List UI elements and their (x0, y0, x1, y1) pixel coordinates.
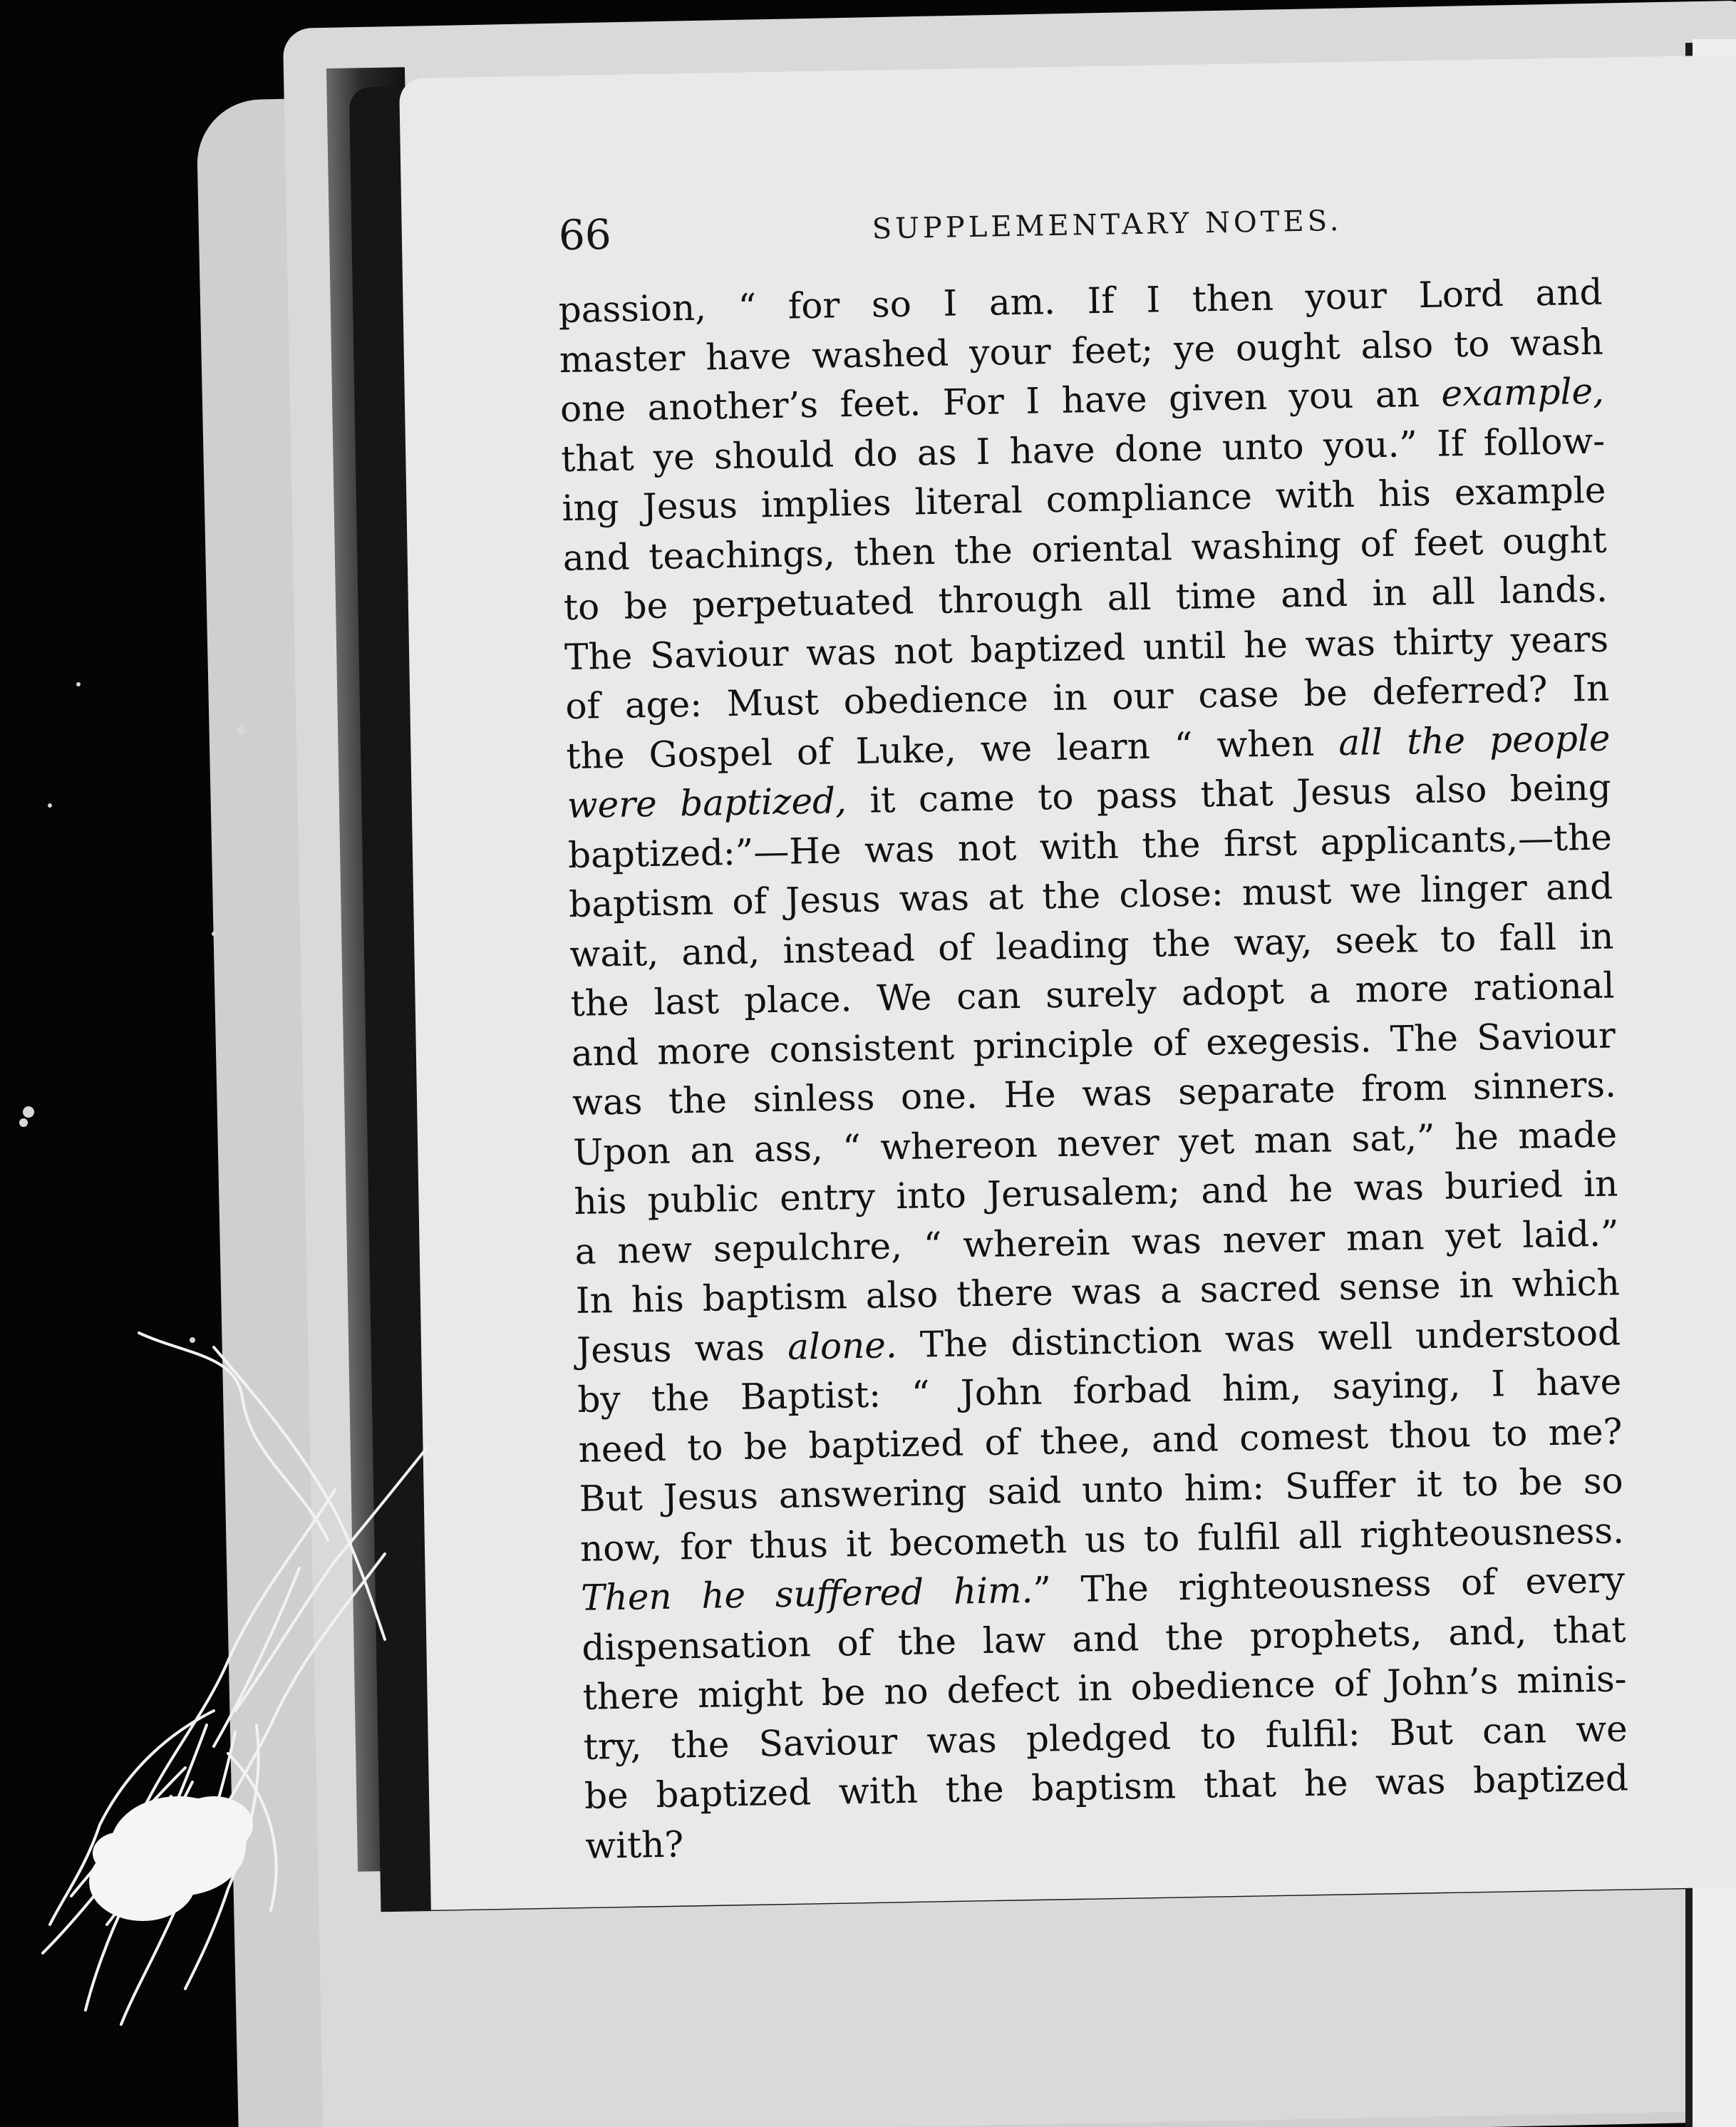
text-run: was the sinless one. He was separate from sinners. (572, 1064, 1617, 1123)
text-run: In his baptism also there was a sacred sense in which (575, 1262, 1621, 1322)
italic-text: Then he suffered him. (580, 1569, 1033, 1619)
text-run: try, the Saviour was pledged to fulfil: But can we (583, 1707, 1628, 1768)
text-run: passion, “ for so I am. If I then your Lord and (558, 271, 1603, 331)
text-run: But Jesus answering said unto him: Suffer it to be so (579, 1460, 1624, 1520)
text-run: to be perpetuated through all time and in all lands. (563, 568, 1608, 629)
text-run: and more consistent principle of exegesis. The Saviour (571, 1014, 1616, 1074)
italic-text: alone. (787, 1324, 898, 1368)
text-run: that ye should do as I have done unto you.” If follow- (560, 420, 1606, 480)
text-run: baptism of Jesus was at the close: must we linger and (568, 865, 1613, 926)
text-run: his public entry into Jerusalem; and he was buried in (574, 1163, 1618, 1222)
text-run: one another’s feet. For I have given you an (559, 373, 1442, 431)
text-run: ing Jesus implies literal compliance with his example (562, 469, 1606, 530)
text-run: now, for thus it becometh us to fulfil all righteousness. (579, 1509, 1625, 1570)
running-head: SUPPLEMENTARY NOTES. (872, 204, 1343, 246)
text-run: wait, and, instead of leading the way, seek to fall in (569, 915, 1614, 975)
text-run: it came to pass that Jesus also being (846, 766, 1612, 822)
text-run: The Saviour was not baptized until he was thirty years (564, 618, 1609, 678)
text-run: there might be no defect in obedience of John’s minis- (582, 1658, 1627, 1718)
text-run: the last place. We can surely adopt a more rational (570, 964, 1615, 1024)
italic-text: all the people (1338, 716, 1611, 763)
page-number: 66 (558, 210, 612, 260)
text-run: master have washed your feet; ye ought also to wash (559, 321, 1604, 381)
text-run: of age: Must obedience in our case be deferred? In (564, 667, 1610, 728)
text-run: dispensation of the law and the prophets, and, that (581, 1608, 1626, 1669)
text-run: Upon an ass, “ whereon never yet man sat,” he made (572, 1113, 1618, 1173)
text-run: The distinction was well understood (897, 1311, 1621, 1366)
text-run: by the Baptist: “ John forbad him, saying, I have (577, 1361, 1622, 1421)
text-run: be baptized with the baptism that he was baptized (584, 1757, 1629, 1817)
text-run: with? (584, 1823, 684, 1867)
italic-text: example, (1440, 370, 1605, 415)
text-run: and teachings, then the oriental washing of feet ought (562, 519, 1608, 579)
text-run: need to be baptized of thee, and comest thou to me? (578, 1410, 1623, 1471)
text-run: ” The righteousness of every (1032, 1559, 1626, 1611)
text-run: the Gospel of Luke, we learn “ when (566, 721, 1339, 777)
italic-text: were baptized, (567, 780, 847, 827)
text-run: a new sepulchre, “ wherein was never man yet laid.” (574, 1212, 1620, 1272)
text-run: Jesus was (576, 1326, 788, 1371)
text-run: baptized:”—He was not with the first applicants,—the (567, 815, 1613, 876)
